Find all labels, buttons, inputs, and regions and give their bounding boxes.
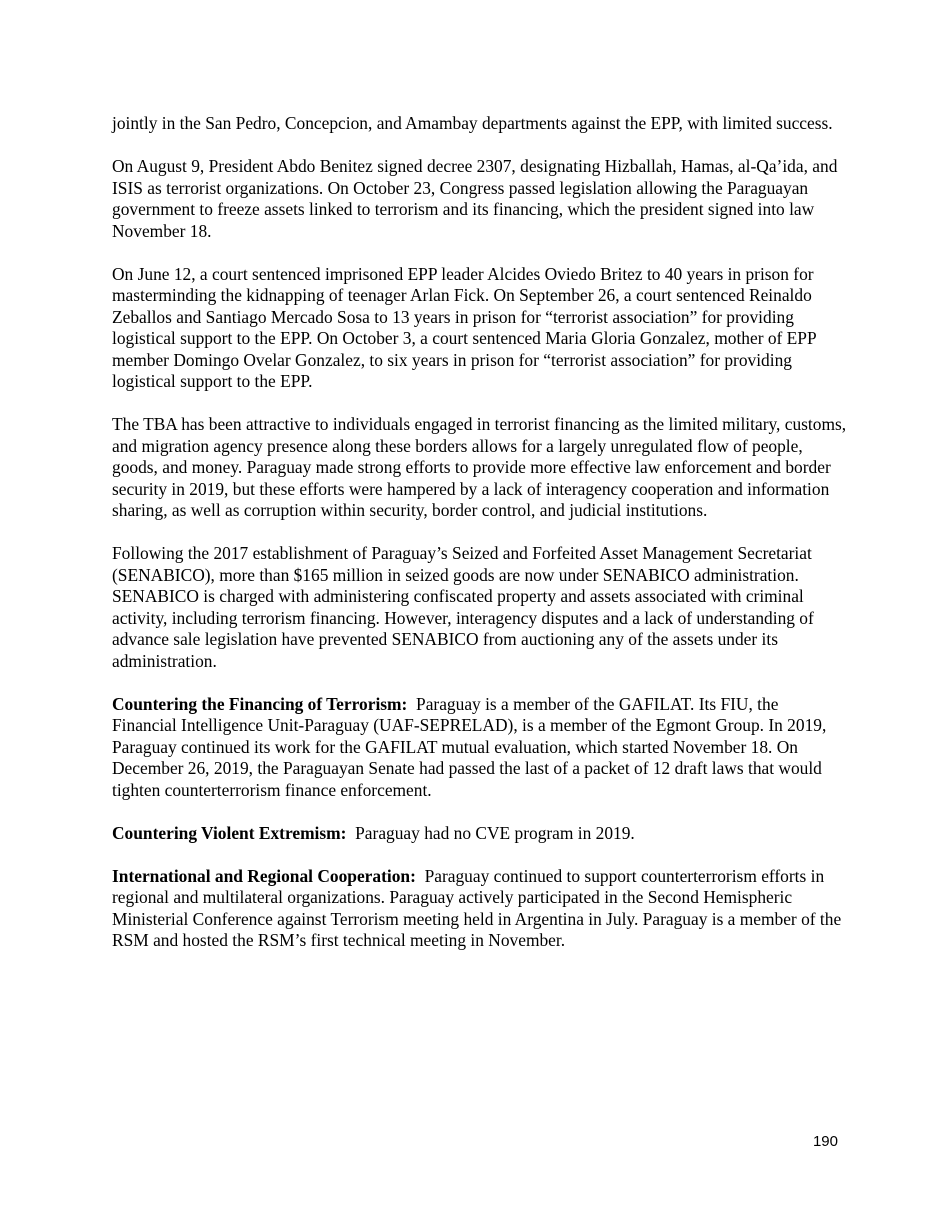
- paragraph-international-cooperation: [112, 866, 847, 952]
- section-heading: Countering Violent Extremism:: [112, 822, 347, 843]
- section-heading: Countering the Financing of Terrorism:: [112, 693, 408, 714]
- paragraph-financing-of-terrorism: [112, 694, 847, 802]
- paragraph-court-sentences: [112, 264, 847, 393]
- page-number: 190: [812, 1133, 838, 1150]
- paragraph-tba: [112, 414, 847, 522]
- paragraph-text: Paraguay is a member of the GAFILAT. Its FIU, the Financial Intelligence Unit-Paraguay (UAF-SEPRELAD), is a member of the Egmont Group. In 2019, Paraguay continued its work for the GAFILAT mutual evaluation, which started November 18. On December 26, 2019, the Paraguayan Senate had passed the last of a packet of 12 draft laws that would tighten counterterrorism finance enforcement.: [112, 693, 827, 800]
- paragraph-text: On August 9, President Abdo Benitez signed decree 2307, designating Hizballah, Hamas, al-Qa’ida, and ISIS as terrorist organizations. On October 23, Congress passed legislation allowing the Paraguayan government to freeze assets linked to terrorism and its financing, which the president signed into law November 18.: [112, 156, 838, 241]
- paragraph-designations: [112, 156, 847, 242]
- paragraph-violent-extremism: [112, 823, 847, 845]
- page-body: [112, 113, 847, 973]
- paragraph-continuation: [112, 113, 847, 135]
- paragraph-text: The TBA has been attractive to individuals engaged in terrorist financing as the limited military, customs, and migration agency presence along these borders allows for a largely unregulated flow of people, goods, and money. Paraguay made strong efforts to provide more effective law enforcement and border security in 2019, but these efforts were hampered by a lack of interagency cooperation and information sharing, as well as corruption within security, border control, and judicial institutions.: [112, 414, 847, 520]
- section-heading: International and Regional Cooperation:: [112, 865, 416, 886]
- paragraph-text: Following the 2017 establishment of Paraguay’s Seized and Forfeited Asset Management Secretariat (SENABICO), more than $165 million in seized goods are now under SENABICO administration. SENABICO is charged with administering confiscated property and assets associated with criminal activity, including terrorism financing. However, interagency disputes and a lack of understanding of advance sale legislation have prevented SENABICO from auctioning any of the assets under its administration.: [112, 543, 814, 671]
- paragraph-text: Paraguay continued to support counterterrorism efforts in regional and multilateral organizations. Paraguay actively participated in the Second Hemispheric Ministerial Conference against Terrorism meeting held in Argentina in July. Paraguay is a member of the RSM and hosted the RSM’s first technical meeting in November.: [112, 865, 842, 950]
- paragraph-text: On June 12, a court sentenced imprisoned EPP leader Alcides Oviedo Britez to 40 years in prison for masterminding the kidnapping of teenager Arlan Fick. On September 26, a court sentenced Reinaldo Zeballos and Santiago Mercado Sosa to 13 years in prison for “terrorist association” for providing logistical support to the EPP. On October 3, a court sentenced Maria Gloria Gonzalez, mother of EPP member Domingo Ovelar Gonzalez, to six years in prison for “terrorist association” for providing logistical support to the EPP.: [112, 263, 816, 391]
- paragraph-text: jointly in the San Pedro, Concepcion, and Amambay departments against the EPP, with limited success.: [112, 113, 833, 133]
- paragraph-text: Paraguay had no CVE program in 2019.: [355, 822, 635, 843]
- paragraph-senabico: [112, 543, 847, 672]
